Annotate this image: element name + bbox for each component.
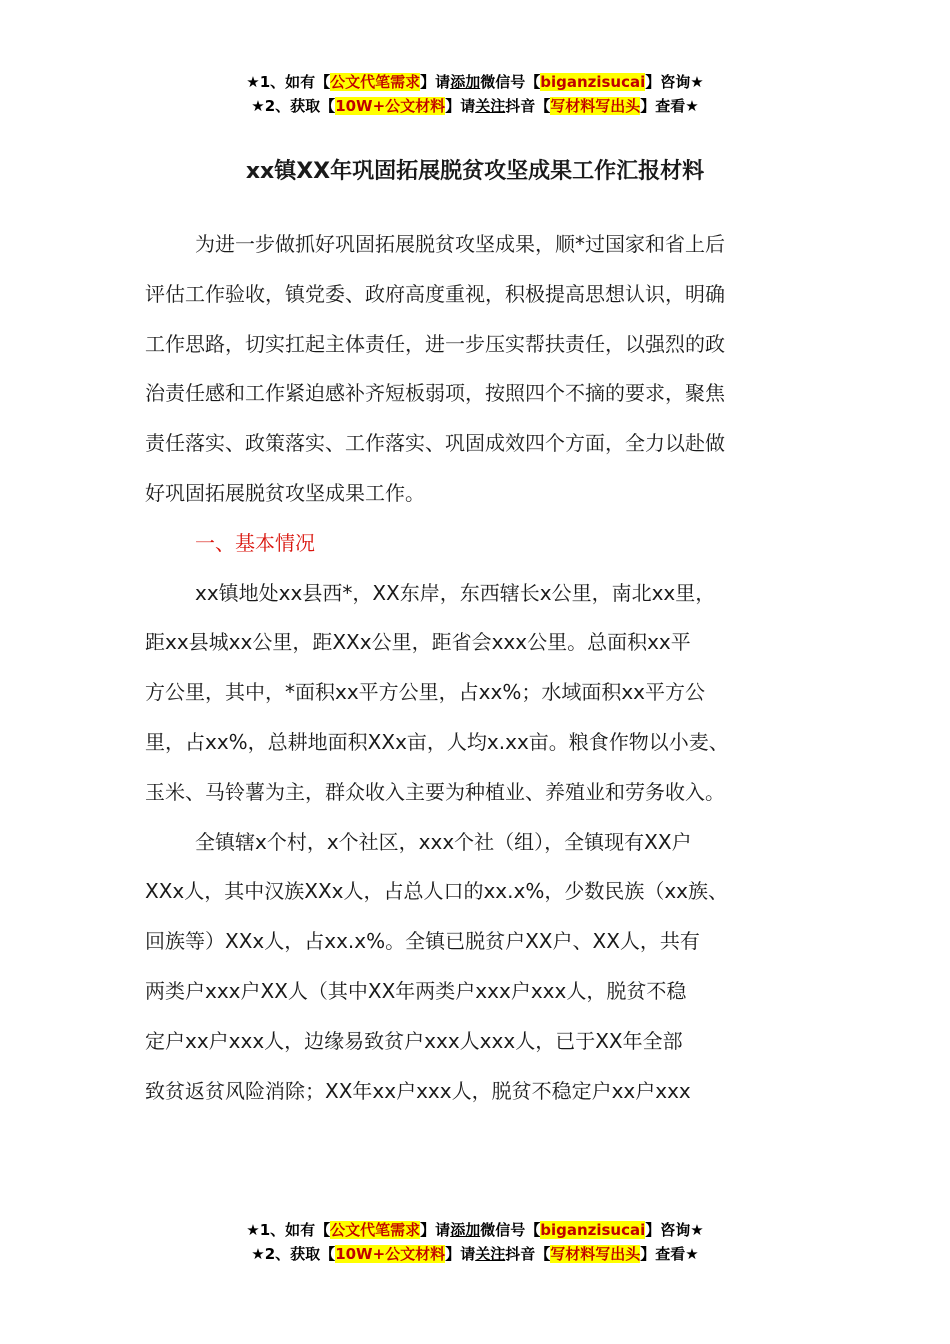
document-title: xx镇XX年巩固拓展脱贫攻坚成果工作汇报材料 (245, 159, 705, 184)
text-line: 距xx县城xx公里，距XXx公里，距省会xxx公里。总面积xx平 (145, 630, 691, 655)
text-line: 责任落实、政策落实、工作落实、巩固成效四个方面，全力以赴做 (145, 431, 725, 456)
text-line: 工作思路，切实扛起主体责任，进一步压实帮扶责任，以强烈的政 (145, 331, 725, 356)
document-body (145, 220, 810, 1116)
text-line: 为进一步做抓好巩固拓展脱贫攻坚成果，顺*过国家和省上后 (195, 232, 725, 256)
highlight-wechat-id: biganzisucai (540, 73, 646, 91)
text-line: 方公里，其中，*面积xx平方公里，占xx%；水域面积xx平方公 (145, 680, 706, 705)
highlight-wechat-id: biganzisucai (540, 1221, 646, 1239)
text-line: 好巩固拓展脱贫攻坚成果工作。 (145, 480, 425, 505)
highlight-materials: 10W+公文材料 (335, 97, 446, 115)
text-line: 里，占xx%，总耕地面积XXx亩，人均x.xx亩。粮食作物以小麦、 (145, 729, 729, 754)
text-line: 回族等）XXx人，占xx.x%。全镇已脱贫户XX户、XX人，共有 (145, 929, 700, 954)
promo-line-1: ★1、如有【公文代笔需求】请添加微信号【biganzisucai】咨询★ (246, 73, 704, 91)
text-line: 全镇辖x个村，x个社区，xxx个社（组），全镇现有XX户 (195, 829, 692, 854)
text-line: 致贫返贫风险消除；XX年xx户xxx人，脱贫不稳定户xx户xxx (145, 1078, 691, 1103)
highlight-douyin: 写材料写出头 (550, 1245, 641, 1263)
section-heading: 一、基本情况 (195, 530, 315, 555)
text-line: 两类户xxx户XX人（其中XX年两类户xxx户xxx人，脱贫不稳 (145, 978, 687, 1003)
text-line: 治责任感和工作紧迫感补齐短板弱项，按照四个不摘的要求，聚焦 (145, 381, 725, 406)
highlight-materials: 10W+公文材料 (335, 1245, 446, 1263)
promo-line-2: ★2、获取【10W+公文材料】请关注抖音【写材料写出头】查看★ (251, 97, 699, 115)
text-line: XXx人，其中汉族XXx人，占总人口的xx.x%，少数民族（xx族、 (145, 879, 729, 904)
highlight-ghostwriting: 公文代笔需求 (330, 1221, 421, 1239)
highlight-ghostwriting: 公文代笔需求 (330, 73, 421, 91)
highlight-douyin: 写材料写出头 (550, 97, 641, 115)
promo-banner-top (0, 70, 950, 118)
promo-line-2: ★2、获取【10W+公文材料】请关注抖音【写材料写出头】查看★ (251, 1245, 699, 1263)
text-line: 评估工作验收，镇党委、政府高度重视，积极提高思想认识，明确 (145, 281, 725, 306)
text-line: 定户xx户xxx人，边缘易致贫户xxx人xxx人，已于XX年全部 (145, 1028, 683, 1053)
text-line: xx镇地处xx县西*，XX东岸，东西辖长x公里，南北xx里， (195, 580, 716, 605)
text-line: 玉米、马铃薯为主，群众收入主要为种植业、养殖业和劳务收入。 (145, 779, 725, 804)
promo-banner-bottom (0, 1218, 950, 1266)
promo-line-1: ★1、如有【公文代笔需求】请添加微信号【biganzisucai】咨询★ (246, 1221, 704, 1239)
